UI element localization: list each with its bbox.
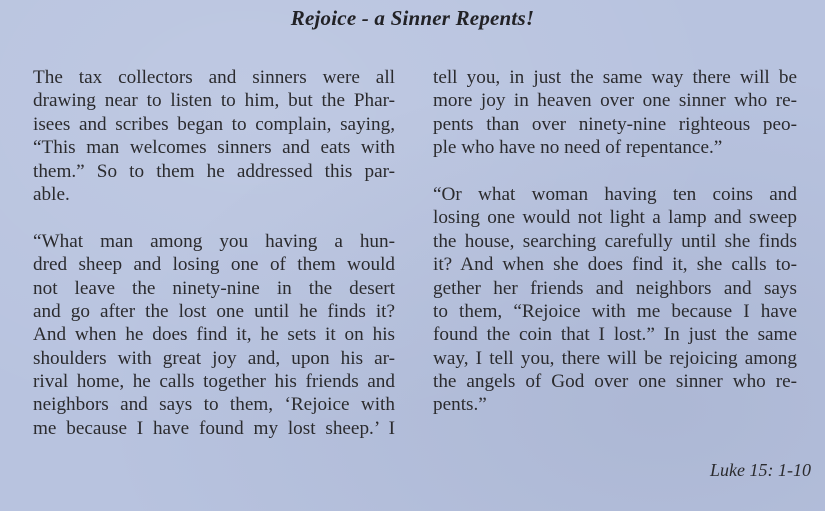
text-line: and go after the lost one until he finds it?	[33, 300, 395, 322]
text-line: tell you, in just the same way there will be	[433, 67, 797, 88]
text-line: able.	[33, 183, 70, 205]
text-line: gether her friends and neighbors and says	[433, 277, 797, 299]
text-line: them.” So to them he addressed this par-	[33, 160, 395, 182]
text-line: rival home, he calls together his friends and	[33, 371, 395, 393]
scripture-citation: Luke 15: 1-10	[710, 460, 811, 480]
text-line: ple who have no need of repentance.”	[433, 137, 723, 159]
paragraph-gap	[433, 160, 797, 183]
text-line: the angels of God over one sinner who re-	[433, 371, 797, 393]
text-line: isees and scribes began to complain, saying,	[33, 113, 395, 135]
text-line: it? And when she does find it, she calls to-	[433, 254, 797, 276]
text-line: “What man among you having a hun-	[33, 230, 395, 252]
text-line: drawing near to listen to him, but the Phar-	[33, 90, 395, 112]
text-line: not leave the ninety-nine in the desert	[33, 277, 395, 299]
text-line: to them, “Rejoice with me because I have	[433, 300, 797, 322]
text-line: losing one would not light a lamp and sweep	[433, 207, 797, 229]
text-line: “Or what woman having ten coins and	[433, 183, 797, 205]
text-line: dred sheep and losing one of them would	[33, 254, 395, 276]
text-line: neighbors and says to them, ‘Rejoice with	[33, 394, 395, 416]
text-line: more joy in heaven over one sinner who re-	[433, 90, 797, 112]
right-column	[433, 66, 797, 417]
paragraph-gap	[33, 206, 395, 229]
text-line: me because I have found my lost sheep.’ I	[33, 417, 395, 439]
text-line: way, I tell you, there will be rejoicing among	[433, 347, 797, 369]
text-line: shoulders with great joy and, upon his ar-	[33, 347, 395, 369]
page-title: Rejoice - a Sinner Repents!	[290, 6, 535, 30]
text-line: The tax collectors and sinners were all	[33, 67, 395, 88]
text-line: found the coin that I lost.” In just the same	[433, 324, 797, 346]
left-column	[33, 66, 395, 440]
text-line: And when he does find it, he sets it on his	[33, 324, 395, 346]
text-line: the house, searching carefully until she finds	[433, 230, 797, 252]
text-line: pents than over ninety-nine righteous peo-	[433, 113, 797, 135]
text-line: “This man welcomes sinners and eats with	[33, 137, 395, 159]
text-line: pents.”	[433, 394, 487, 416]
